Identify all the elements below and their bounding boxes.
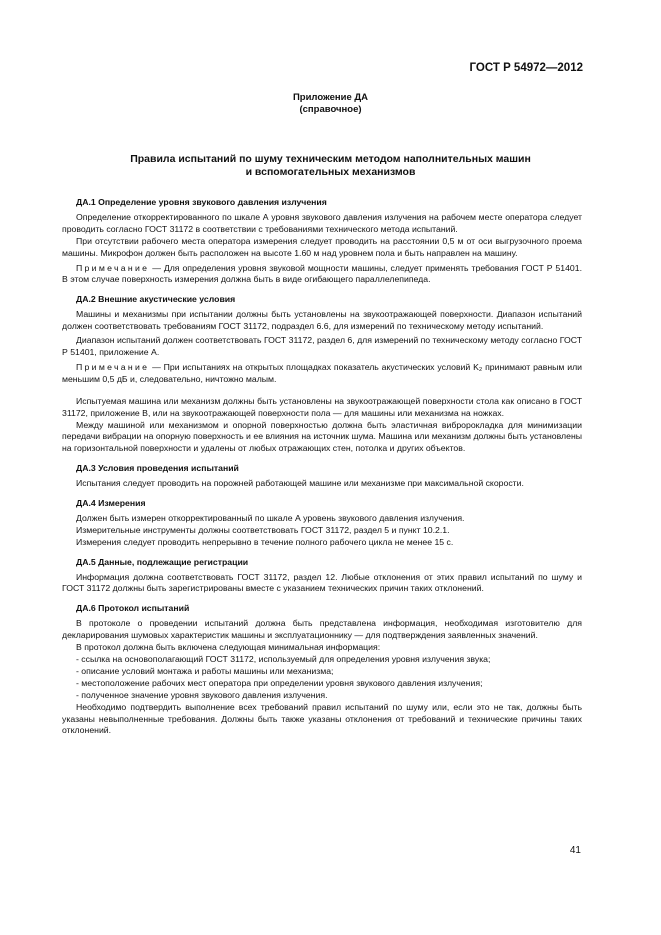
document-id: ГОСТ Р 54972—2012 xyxy=(469,62,583,74)
note-label: Примечание xyxy=(76,361,150,372)
section-da5 xyxy=(62,557,582,596)
page-number: 41 xyxy=(569,845,581,856)
paragraph: Машины и механизмы при испытании должны быть установлены на звукоотражающей поверхности. Диапазон испытаний должен соответствовать требованиям ГОСТ 31172, подраздел 6.6, для измерений по техническому методу испытаний. xyxy=(62,309,582,332)
paragraph: Определение откорректированного по шкале А уровня звукового давления излучения на рабочем месте оператора следует проводить согласно ГОСТ 31172 в соответствии с требованиями технического метода испытаний. xyxy=(62,211,582,234)
paragraph: Необходимо подтвердить выполнение всех требований правил испытаний по шуму или, если это не так, должны быть указаны невыполненные требования. Должны быть также указаны отклонения от требований и технические причины таких отклонений. xyxy=(62,701,582,736)
section-heading: ДА.2 Внешние акустические условия xyxy=(76,294,236,305)
note xyxy=(62,362,582,386)
paragraph: Диапазон испытаний должен соответствовать ГОСТ 31172, раздел 6, для измерений по техническому методу согласно ГОСТ Р 51401, приложение А. xyxy=(62,335,582,357)
section-heading: ДА.5 Данные, подлежащие регистрации xyxy=(76,556,249,567)
paragraph: Испытания следует проводить на порожней работающей машине или механизме при максимальной скорости. xyxy=(76,478,524,489)
list-item: - ссылка на основополагающий ГОСТ 31172, используемый для определения уровня излучения звука; xyxy=(76,654,491,664)
paragraph: Измерения следует проводить непрерывно в течение полного рабочего цикла не менее 15 с. xyxy=(76,536,454,547)
section-heading: ДА.3 Условия проведения испытаний xyxy=(76,463,239,474)
paragraph: Должен быть измерен откорректированный по шкале А уровень звукового давления излучения. xyxy=(76,512,465,523)
list-item: - полученное значение уровня звукового давления излучения. xyxy=(76,689,328,700)
document-body xyxy=(62,197,582,737)
section-da3 xyxy=(62,463,582,490)
section-da2 xyxy=(62,294,582,455)
paragraph: Измерительные инструменты должны соответствовать ГОСТ 31172, раздел 5 и пункт 10.2.1. xyxy=(76,524,450,535)
section-da4 xyxy=(62,498,582,549)
annex-subtitle: (справочное) xyxy=(299,104,362,115)
section-da6 xyxy=(62,603,582,737)
main-title xyxy=(80,153,581,179)
list-item: - местоположение рабочих мест оператора при определении уровня звукового давления излучения; xyxy=(76,677,483,688)
paragraph: Между машиной или механизмом и опорной поверхностью должна быть эластичная вибророкладка для минимизации передачи вибрации на опорную поверхность и ее влияния на источник шума. Машина или механизм должны быть установлены на горизонтальной поверхности и удалены от любых отражающих стен, потолка и других объектов. xyxy=(62,419,582,454)
note-label: Примечание xyxy=(76,262,150,273)
section-heading: ДА.6 Протокол испытаний xyxy=(76,603,190,614)
main-title-line-2: и вспомогательных механизмов xyxy=(245,166,416,178)
annex-title: Приложение ДА xyxy=(292,92,369,103)
section-da1 xyxy=(62,197,582,286)
paragraph: Информация должна соответствовать ГОСТ 31172, раздел 12. Любые отклонения от этих правил испытаний по шуму и ГОСТ 31172 должны быть зарегистрированы вместе с указанием технических причин таких отклонений. xyxy=(62,571,582,594)
paragraph: При отсутствии рабочего места оператора измерения следует проводить на расстоянии 0,5 м от оси выгрузочного проема машины. Микрофон должен быть расположен на высоте 1.60 м над уровнем пола и быть направлен на машину. xyxy=(62,235,582,258)
note-text: — При испытаниях на открытых площадках показатель акустических условий K₂ принимают равным или меньшим 0,5 дБ и, следовательно, ничтожно малым. xyxy=(62,361,582,384)
annex-heading xyxy=(0,92,661,116)
list-item: - описание условий монтажа и работы машины или механизма; xyxy=(76,665,334,676)
paragraph: В протокол должна быть включена следующая минимальная информация: xyxy=(76,642,381,653)
info-list xyxy=(62,654,582,702)
section-heading: ДА.1 Определение уровня звукового давления излучения xyxy=(76,197,327,207)
main-title-line-1: Правила испытаний по шуму техническим методом наполнительных машин xyxy=(130,153,531,165)
section-heading: ДА.4 Измерения xyxy=(76,498,146,509)
paragraph: Испытуемая машина или механизм должны быть установлены на звукоотражающей поверхности стола как описано в ГОСТ 31172, приложение В, или на звукоотражающей поверхности пола — для машины или механизма на ножках. xyxy=(62,395,582,418)
paragraph: В протоколе о проведении испытаний должна быть представлена информация, необходимая изготовителю для декларирования шумовых характеристик машины и эксплуатационнику — для подтверждения заявленных значений. xyxy=(62,618,582,641)
note xyxy=(62,263,582,287)
note-text: — Для определения уровня звуковой мощности машины, следует применять требования ГОСТ Р 51401. В этом случае поверхность измерения должна быть в виде огибающего параллелепипеда. xyxy=(62,262,582,285)
